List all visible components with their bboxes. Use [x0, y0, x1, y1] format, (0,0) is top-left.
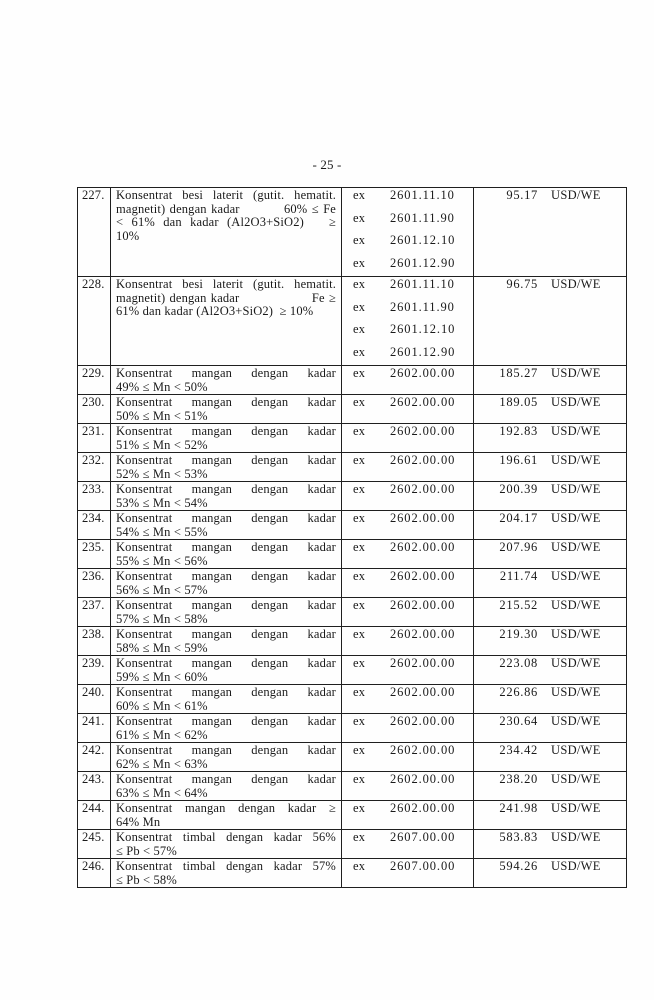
hs-code: 2602.00.00 [390, 598, 456, 612]
row-number: 236. [78, 569, 111, 598]
row-description [111, 540, 342, 569]
price-unit: USD/WE [551, 453, 601, 467]
row-description [111, 743, 342, 772]
ex-label: ex [353, 859, 366, 873]
price-unit: USD/WE [551, 540, 601, 554]
description-line: Konsentrat besi laterit (gutit. hematit. [116, 188, 336, 202]
hs-code: 2602.00.00 [390, 772, 456, 786]
price-unit: USD/WE [551, 743, 601, 757]
hs-code-line [353, 367, 473, 381]
hs-code-line [353, 628, 473, 642]
price-unit: USD/WE [551, 685, 601, 699]
price-unit: USD/WE [551, 395, 601, 409]
hs-code: 2602.00.00 [390, 685, 456, 699]
table-row [78, 598, 627, 627]
price-value: 234.42 [499, 743, 538, 757]
hs-code-line [353, 396, 473, 410]
row-price [474, 424, 627, 453]
hs-code-line [353, 541, 473, 555]
description-line: ≤ Pb < 58% [116, 872, 177, 887]
description-line: Konsentrat mangan dengan kadar [116, 453, 336, 467]
row-price [474, 277, 627, 366]
ex-label: ex [353, 743, 366, 757]
row-price [474, 453, 627, 482]
hs-code: 2607.00.00 [390, 859, 456, 873]
row-description [111, 598, 342, 627]
description-line: 51% ≤ Mn < 52% [116, 437, 208, 452]
hs-code: 2602.00.00 [390, 482, 456, 496]
row-description [111, 627, 342, 656]
ex-label: ex [353, 366, 366, 380]
row-number: 230. [78, 395, 111, 424]
hs-code-line [353, 802, 473, 816]
table-row [78, 453, 627, 482]
description-line: Konsentrat mangan dengan kadar [116, 743, 336, 757]
table-row [78, 188, 627, 277]
hs-code: 2602.00.00 [390, 540, 456, 554]
table-row [78, 424, 627, 453]
hs-code: 2601.12.90 [390, 344, 456, 359]
ex-label: ex [353, 772, 366, 786]
hs-code: 2602.00.00 [390, 714, 456, 728]
row-description [111, 366, 342, 395]
description-line: 53% ≤ Mn < 54% [116, 495, 208, 510]
description-line: Konsentrat mangan dengan kadar [116, 569, 336, 583]
row-hs-codes [342, 511, 474, 540]
description-line: Konsentrat mangan dengan kadar [116, 395, 336, 409]
row-description [111, 830, 342, 859]
row-price [474, 569, 627, 598]
hs-code: 2602.00.00 [390, 453, 456, 467]
description-line: Konsentrat mangan dengan kadar ≥ [116, 801, 336, 815]
price-unit: USD/WE [551, 569, 601, 583]
description-line: < 61% dan kadar (Al2O3+SiO2) ≥ [116, 215, 336, 229]
row-description [111, 453, 342, 482]
ex-label: ex [353, 511, 366, 525]
row-description [111, 569, 342, 598]
row-number: 244. [78, 801, 111, 830]
row-price [474, 714, 627, 743]
row-hs-codes [342, 598, 474, 627]
row-description [111, 482, 342, 511]
description-line: 50% ≤ Mn < 51% [116, 408, 208, 423]
row-price [474, 395, 627, 424]
table-row [78, 772, 627, 801]
ex-label: ex [353, 685, 366, 699]
hs-code: 2601.11.10 [390, 188, 455, 202]
description-line: 61% ≤ Mn < 62% [116, 727, 208, 742]
row-hs-codes [342, 859, 474, 888]
row-price [474, 830, 627, 859]
row-hs-codes [342, 366, 474, 395]
description-line: 10% [116, 228, 140, 243]
row-price [474, 188, 627, 277]
row-hs-codes [342, 772, 474, 801]
row-description [111, 188, 342, 277]
row-hs-codes [342, 453, 474, 482]
row-number: 227. [78, 188, 111, 277]
price-value: 185.27 [499, 366, 538, 380]
description-line: 58% ≤ Mn < 59% [116, 640, 208, 655]
ex-label: ex [353, 395, 366, 409]
hs-code-line [353, 278, 473, 292]
description-line: 64% Mn [116, 814, 161, 829]
description-line: Konsentrat mangan dengan kadar [116, 627, 336, 641]
hs-code-line [353, 234, 473, 248]
row-price [474, 540, 627, 569]
hs-code-line [353, 773, 473, 787]
price-unit: USD/WE [551, 598, 601, 612]
description-line: 60% ≤ Mn < 61% [116, 698, 208, 713]
ex-label: ex [353, 598, 366, 612]
ex-label: ex [353, 233, 366, 247]
price-unit: USD/WE [551, 656, 601, 670]
table-row [78, 714, 627, 743]
description-line: ≤ Pb < 57% [116, 843, 177, 858]
price-unit: USD/WE [551, 801, 601, 815]
hs-code-line [353, 346, 473, 360]
hs-code-line [353, 425, 473, 439]
row-price [474, 656, 627, 685]
tariff-table-body [78, 188, 627, 888]
description-line: magnetit) dengan kadar Fe ≥ [116, 290, 336, 305]
hs-code: 2601.12.10 [390, 322, 456, 336]
description-line: Konsentrat mangan dengan kadar [116, 685, 336, 699]
hs-code-line [353, 686, 473, 700]
description-line: Konsentrat timbal dengan kadar 57% [116, 859, 336, 873]
description-line: Konsentrat mangan dengan kadar [116, 540, 336, 554]
ex-label: ex [353, 210, 366, 225]
table-row [78, 656, 627, 685]
row-description [111, 277, 342, 366]
description-line: 49% ≤ Mn < 50% [116, 379, 208, 394]
description-line: 61% dan kadar (Al2O3+SiO2) ≥ 10% [116, 304, 314, 318]
hs-code: 2601.11.10 [390, 277, 455, 291]
hs-code-line [353, 212, 473, 226]
description-line: magnetit) dengan kadar 60% ≤ Fe [116, 201, 336, 216]
hs-code: 2602.00.00 [390, 743, 456, 757]
ex-label: ex [353, 277, 366, 291]
price-value: 95.17 [506, 188, 538, 202]
row-price [474, 859, 627, 888]
hs-code-line [353, 744, 473, 758]
description-line: 56% ≤ Mn < 57% [116, 582, 208, 597]
hs-code-line [353, 599, 473, 613]
hs-code: 2602.00.00 [390, 569, 456, 583]
hs-code: 2602.00.00 [390, 395, 456, 409]
description-line: 59% ≤ Mn < 60% [116, 669, 208, 684]
ex-label: ex [353, 299, 366, 314]
row-description [111, 685, 342, 714]
hs-code-line [353, 831, 473, 845]
price-unit: USD/WE [551, 772, 601, 786]
description-line: 63% ≤ Mn < 64% [116, 785, 208, 800]
description-line: 52% ≤ Mn < 53% [116, 466, 208, 481]
row-number: 242. [78, 743, 111, 772]
price-value: 215.52 [499, 598, 538, 612]
row-number: 234. [78, 511, 111, 540]
row-number: 245. [78, 830, 111, 859]
price-unit: USD/WE [551, 366, 601, 380]
hs-code-line [353, 860, 473, 874]
row-number: 233. [78, 482, 111, 511]
description-line: Konsentrat mangan dengan kadar [116, 598, 336, 612]
hs-code-line [353, 715, 473, 729]
ex-label: ex [353, 801, 366, 815]
price-unit: USD/WE [551, 424, 601, 438]
price-unit: USD/WE [551, 511, 601, 525]
row-number: 246. [78, 859, 111, 888]
row-price [474, 685, 627, 714]
table-row [78, 801, 627, 830]
ex-label: ex [353, 424, 366, 438]
row-hs-codes [342, 743, 474, 772]
row-number: 237. [78, 598, 111, 627]
hs-code-line [353, 257, 473, 271]
row-hs-codes [342, 830, 474, 859]
hs-code: 2602.00.00 [390, 511, 456, 525]
table-row [78, 540, 627, 569]
row-number: 229. [78, 366, 111, 395]
ex-label: ex [353, 255, 366, 270]
row-hs-codes [342, 801, 474, 830]
row-price [474, 482, 627, 511]
page-number: - 25 - [312, 157, 342, 172]
hs-code-line [353, 301, 473, 315]
row-price [474, 366, 627, 395]
hs-code-line [353, 657, 473, 671]
hs-code: 2602.00.00 [390, 366, 456, 380]
price-unit: USD/WE [551, 277, 601, 291]
row-hs-codes [342, 482, 474, 511]
table-row [78, 569, 627, 598]
row-description [111, 424, 342, 453]
hs-code: 2602.00.00 [390, 656, 456, 670]
description-line: Konsentrat timbal dengan kadar 56% [116, 830, 336, 844]
table-row [78, 366, 627, 395]
row-hs-codes [342, 569, 474, 598]
ex-label: ex [353, 569, 366, 583]
price-value: 200.39 [499, 482, 538, 496]
price-unit: USD/WE [551, 714, 601, 728]
price-value: 192.83 [499, 424, 538, 438]
row-hs-codes [342, 714, 474, 743]
ex-label: ex [353, 540, 366, 554]
row-hs-codes [342, 540, 474, 569]
description-line: 62% ≤ Mn < 63% [116, 756, 208, 771]
price-value: 241.98 [499, 801, 538, 815]
ex-label: ex [353, 627, 366, 641]
row-hs-codes [342, 188, 474, 277]
price-value: 219.30 [499, 627, 538, 641]
row-price [474, 598, 627, 627]
description-line: Konsentrat mangan dengan kadar [116, 511, 336, 525]
price-value: 238.20 [499, 772, 538, 786]
row-description [111, 395, 342, 424]
hs-code: 2601.11.90 [390, 299, 455, 314]
ex-label: ex [353, 482, 366, 496]
row-hs-codes [342, 627, 474, 656]
description-line: Konsentrat mangan dengan kadar [116, 366, 336, 380]
table-row [78, 627, 627, 656]
price-value: 230.64 [499, 714, 538, 728]
row-hs-codes [342, 656, 474, 685]
price-value: 594.26 [499, 859, 538, 873]
row-hs-codes [342, 685, 474, 714]
row-number: 238. [78, 627, 111, 656]
row-description [111, 801, 342, 830]
row-number: 241. [78, 714, 111, 743]
ex-label: ex [353, 188, 366, 202]
hs-code: 2602.00.00 [390, 801, 456, 815]
row-hs-codes [342, 277, 474, 366]
row-description [111, 511, 342, 540]
row-description [111, 714, 342, 743]
row-description [111, 656, 342, 685]
ex-label: ex [353, 453, 366, 467]
price-unit: USD/WE [551, 482, 601, 496]
hs-code: 2601.12.90 [390, 255, 456, 270]
description-line: Konsentrat besi laterit (gutit. hematit. [116, 277, 336, 291]
row-hs-codes [342, 424, 474, 453]
hs-code: 2602.00.00 [390, 627, 456, 641]
ex-label: ex [353, 714, 366, 728]
hs-code-line [353, 570, 473, 584]
row-number: 232. [78, 453, 111, 482]
tariff-table [77, 187, 627, 888]
price-value: 196.61 [499, 453, 538, 467]
table-row [78, 511, 627, 540]
row-number: 240. [78, 685, 111, 714]
table-row [78, 277, 627, 366]
table-row [78, 395, 627, 424]
row-price [474, 772, 627, 801]
table-row [78, 859, 627, 888]
row-number: 239. [78, 656, 111, 685]
row-price [474, 627, 627, 656]
table-row [78, 482, 627, 511]
price-unit: USD/WE [551, 627, 601, 641]
ex-label: ex [353, 344, 366, 359]
description-line: Konsentrat mangan dengan kadar [116, 424, 336, 438]
ex-label: ex [353, 322, 366, 336]
price-value: 96.75 [506, 277, 538, 291]
row-description [111, 772, 342, 801]
price-value: 211.74 [499, 569, 538, 583]
hs-code: 2602.00.00 [390, 424, 456, 438]
row-price [474, 511, 627, 540]
row-number: 231. [78, 424, 111, 453]
price-value: 204.17 [499, 511, 538, 525]
price-unit: USD/WE [551, 188, 601, 202]
hs-code: 2607.00.00 [390, 830, 456, 844]
description-line: 57% ≤ Mn < 58% [116, 611, 208, 626]
price-value: 223.08 [499, 656, 538, 670]
hs-code: 2601.12.10 [390, 233, 456, 247]
table-row [78, 743, 627, 772]
ex-label: ex [353, 656, 366, 670]
hs-code-line [353, 454, 473, 468]
price-value: 583.83 [499, 830, 538, 844]
hs-code-line [353, 189, 473, 203]
price-value: 226.86 [499, 685, 538, 699]
row-price [474, 801, 627, 830]
price-unit: USD/WE [551, 830, 601, 844]
price-value: 189.05 [499, 395, 538, 409]
row-hs-codes [342, 395, 474, 424]
description-line: Konsentrat mangan dengan kadar [116, 656, 336, 670]
table-row [78, 685, 627, 714]
description-line: 55% ≤ Mn < 56% [116, 553, 208, 568]
description-line: Konsentrat mangan dengan kadar [116, 482, 336, 496]
ex-label: ex [353, 830, 366, 844]
price-unit: USD/WE [551, 859, 601, 873]
row-price [474, 743, 627, 772]
hs-code-line [353, 323, 473, 337]
row-number: 235. [78, 540, 111, 569]
hs-code: 2601.11.90 [390, 210, 455, 225]
description-line: Konsentrat mangan dengan kadar [116, 772, 336, 786]
description-line: 54% ≤ Mn < 55% [116, 524, 208, 539]
description-line: Konsentrat mangan dengan kadar [116, 714, 336, 728]
row-number: 228. [78, 277, 111, 366]
hs-code-line [353, 483, 473, 497]
row-number: 243. [78, 772, 111, 801]
hs-code-line [353, 512, 473, 526]
row-description [111, 859, 342, 888]
table-row [78, 830, 627, 859]
price-value: 207.96 [499, 540, 538, 554]
